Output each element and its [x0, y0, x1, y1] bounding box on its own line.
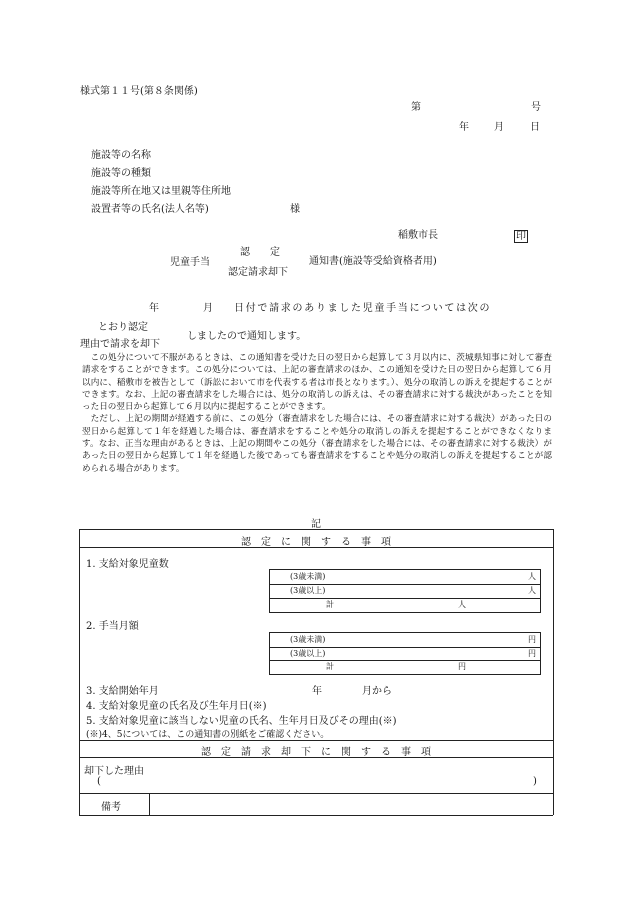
date-month: 月 [494, 122, 504, 133]
child-count-row-under3 [270, 570, 540, 585]
lead-text: 日付で請求のありました児童手当については次の [234, 303, 492, 314]
row-label: 計 [326, 662, 334, 671]
row-label: (3歳未満) [290, 572, 326, 581]
section1-note: (※)4、5については、この通知書の別紙をご確認ください。 [86, 730, 330, 740]
item-start-year: 年 [312, 686, 322, 697]
founder-name-label: 設置者等の氏名(法人名等) [91, 204, 209, 215]
amount-row-under3 [270, 633, 540, 648]
facility-address-label: 施設等所在地又は里親等住所地 [91, 186, 231, 197]
row-unit: 円 [458, 662, 466, 671]
appeal-paragraph-2: ただし、上記の期間が経過する前に、この処分（審査請求をした場合には、その審査請求に対する裁決）があった日の翌日から起算して１年を経過した場合は、審査請求をすることや処分の取消しの訴えを提起することができなくなります。なお、正当な理由があるときは、上記の期間やこの処分（審査請求をした場合には、その審査請求に対する裁決）があった日の翌日から起算して１年を経過した後であっても審査請求をすることや処分の取消しの訴えを提起することが認められる場合があります。 [82, 414, 552, 474]
row-label: 計 [326, 600, 334, 609]
lead-year: 年 [149, 303, 159, 314]
honorific: 様 [290, 204, 300, 215]
amount-row-total [270, 660, 540, 674]
item-start-month: 月から [362, 686, 392, 697]
seal-mark [514, 224, 528, 243]
row-label: (3歳以上) [290, 586, 326, 595]
doc-number-prefix: 第 [411, 102, 421, 113]
row-label: (3歳以上) [290, 649, 326, 658]
title-suffix: 通知書(施設等受給資格者用) [309, 256, 437, 267]
form-number: 様式第１１号(第８条関係) [80, 86, 198, 97]
row-unit: 円 [528, 649, 536, 658]
child-count-box [269, 569, 541, 613]
date-year: 年 [459, 122, 469, 133]
title-option-approve: 認 定 [240, 247, 280, 258]
row-unit: 円 [528, 635, 536, 644]
facility-name-label: 施設等の名称 [91, 150, 151, 161]
paren-close: ) [533, 776, 537, 787]
child-count-row-over3 [270, 584, 540, 599]
item-monthly-amount-label: 2. 手当月額 [86, 621, 139, 632]
child-count-row-total [270, 598, 540, 612]
item-child-count-label: 1. 支給対象児童数 [86, 559, 169, 570]
item-eligible-children: 4. 支給対象児童の氏名及び生年月日(※) [86, 701, 267, 712]
rejection-reason-label: 却下した理由 [84, 766, 144, 777]
appeal-notice [82, 352, 552, 475]
lead-option-reject: 理由で請求を却下 [80, 339, 160, 350]
row-label: (3歳未満) [290, 635, 326, 644]
paren-open: ( [97, 776, 101, 787]
monthly-amount-box [269, 632, 541, 675]
section-rejection-header: 認 定 請 求 却 下 に 関 す る 事 項 [201, 747, 431, 758]
row-unit: 人 [458, 600, 466, 609]
item-start-month-label: 3. 支給開始年月 [86, 686, 159, 697]
date-day: 日 [530, 122, 540, 133]
appeal-paragraph-1: この処分について不服があるときは、この通知書を受けた日の翌日から起算して３月以内に、茨城県知事に対して審査請求をすることができます。この処分については、上記の審査請求のほか、この通知を受けた日の翌日から起算して６月以内に、稲敷市を被告として（訴訟において市を代表する者は市長となります。）、処分の取消しの訴えを提起することができます。なお、上記の審査請求をした場合には、処分の取消しの訴えは、その審査請求に対する裁決があったことを知った日の翌日から起算して６月以内に提起することができます。 [82, 353, 552, 413]
remarks-label: 備考 [101, 802, 121, 813]
item-ineligible-children: 5. 支給対象児童に該当しない児童の氏名、生年月日及びその理由(※) [86, 716, 397, 727]
section-approval-header: 認 定 に 関 す る 事 項 [241, 537, 391, 548]
title-prefix: 児童手当 [170, 257, 210, 268]
lead-month: 月 [203, 303, 213, 314]
lead-option-approve: とおり認定 [98, 322, 148, 333]
title-option-reject: 認定請求却下 [228, 267, 288, 278]
lead-tail: しましたので通知します。 [187, 331, 307, 342]
row-unit: 人 [528, 586, 536, 595]
row-unit: 人 [528, 572, 536, 581]
amount-row-over3 [270, 647, 540, 661]
facility-type-label: 施設等の種類 [91, 168, 151, 179]
seal-text: 印 [516, 231, 526, 242]
issuer-title: 稲敷市長 [398, 230, 438, 241]
ki-mark: 記 [311, 519, 321, 530]
doc-number-suffix: 号 [531, 102, 541, 113]
